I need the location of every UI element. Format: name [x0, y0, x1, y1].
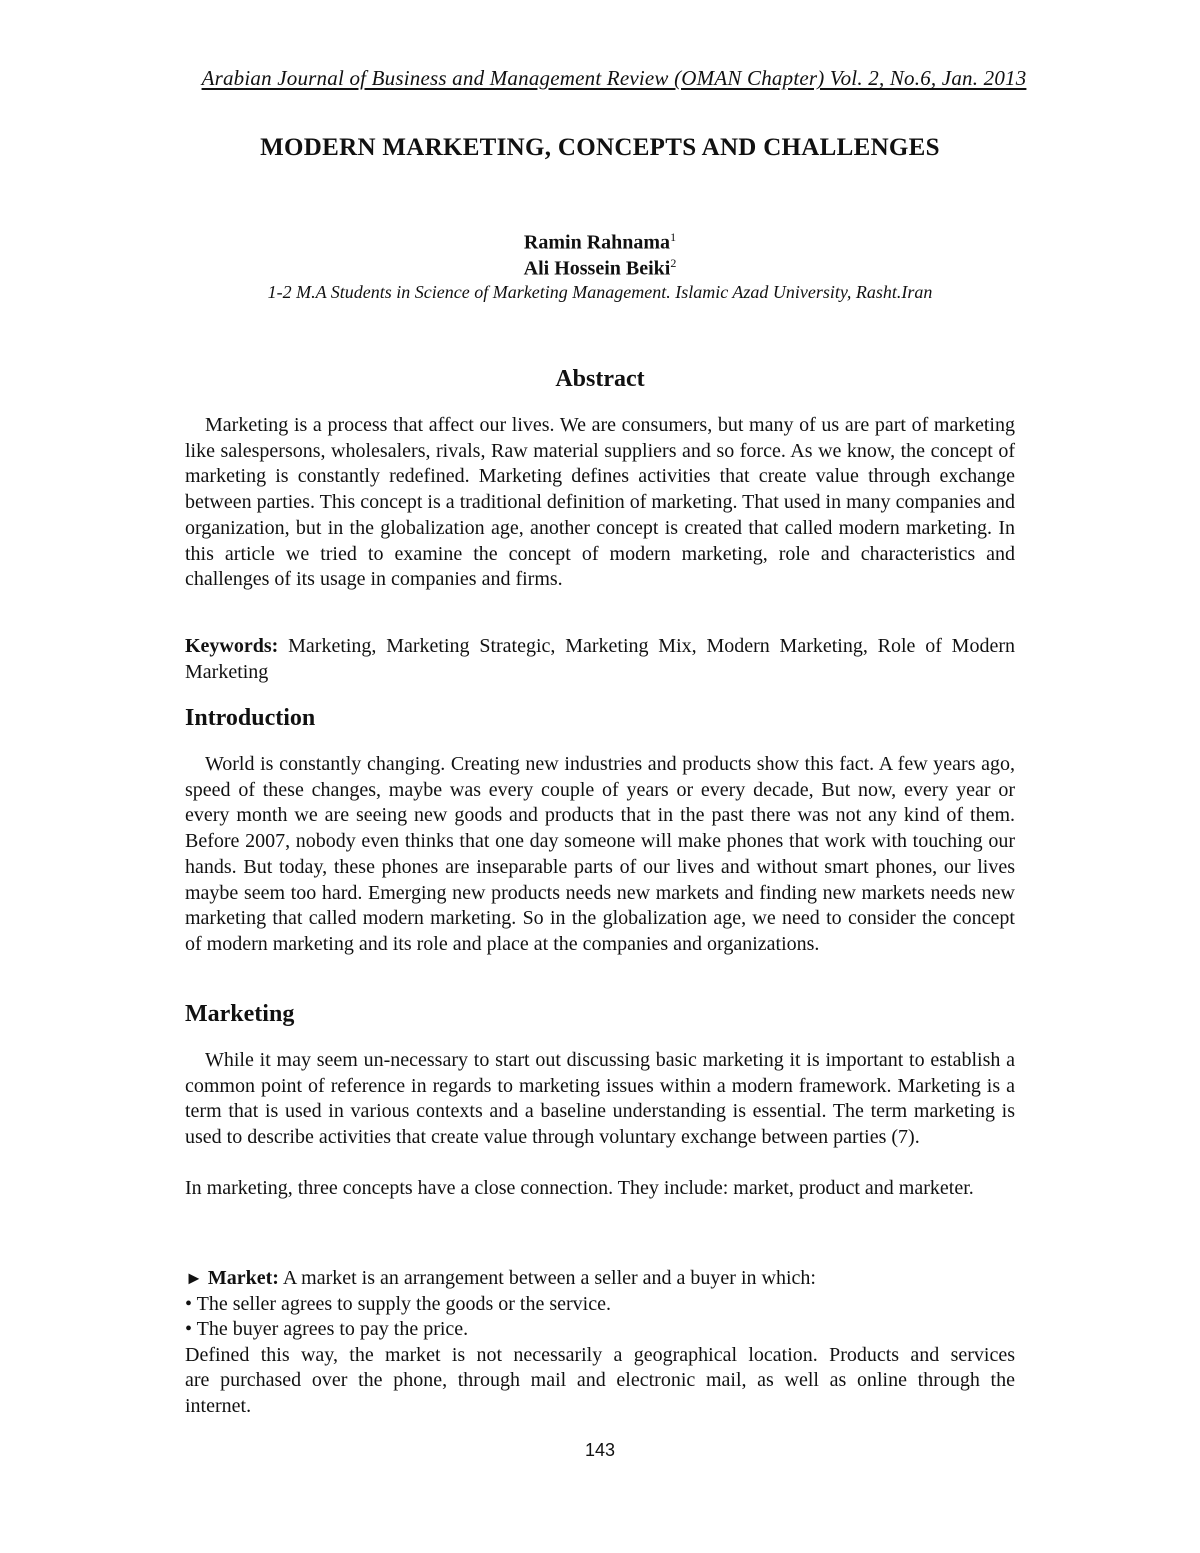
author-1: [0, 230, 1200, 255]
author-name: Ramin Rahnama: [523, 231, 671, 254]
author-affiliation-mark: 2: [670, 256, 677, 270]
author-affiliation-mark: 1: [670, 230, 677, 244]
introduction-heading: Introduction: [185, 705, 316, 731]
marketing-text-2: In marketing, three concepts have a close connection. They include: market, product and marketer.: [185, 1177, 974, 1199]
author-affiliation: 1-2 M.A Students in Science of Marketing Management. Islamic Azad University, Rasht.Iran: [267, 282, 933, 302]
market-definition: [185, 1266, 1015, 1419]
journal-header: Arabian Journal of Business and Management Review (OMAN Chapter) Vol. 2, No.6, Jan. 2013: [201, 66, 1027, 90]
abstract-text: Marketing is a process that affect our lives. We are consumers, but many of us are part of marketing like salespersons, wholesalers, rivals, Raw material suppliers and so force. As we know, the concept of marketing is constantly redefined. Marketing defines activities that create value through exchange between parties. This concept is a traditional definition of marketing. That used in many companies and organization, but in the globalization age, another concept is created that called modern marketing. In this article we tried to examine the concept of modern marketing, role and characteristics and challenges of its usage in companies and firms.: [185, 414, 1015, 591]
paper-title: MODERN MARKETING, CONCEPTS AND CHALLENGES: [260, 134, 940, 161]
market-body-line: are purchased over the phone, through mail and electronic mail, as well as online through the: [185, 1369, 1015, 1391]
marketing-text: While it may seem un-necessary to start out discussing basic marketing it is important to establish a common point of reference in regards to marketing issues within a modern framework. Marketing is a term that is used in various contexts and a baseline understanding is essential. The term marketing is used to describe activities that create value through voluntary exchange between parties (7).: [185, 1049, 1015, 1149]
keywords-text: Marketing, Marketing Strategic, Marketing Mix, Modern Marketing, Role of Modern Marketing: [185, 635, 1015, 683]
introduction-text: World is constantly changing. Creating new industries and products show this fact. A few years ago, speed of these changes, maybe was every couple of years or every decade, But now, every year or every month we are seeing new goods and products that in the past there was not any kind of them. Before 2007, nobody even thinks that one day someone will make phones that work with touching our hands. But today, these phones are inseparable parts of our lives and without smart phones, our lives maybe seem too hard. Emerging new products needs new markets and finding new markets needs new marketing that called modern marketing. So in the globalization age, we need to consider the concept of modern marketing and its role and place at the companies and organizations.: [185, 753, 1015, 955]
page-number: 143: [584, 1440, 616, 1460]
market-intro-line: [185, 1266, 1015, 1292]
author-2: [0, 256, 1200, 281]
list-item: • The buyer agrees to pay the price.: [185, 1318, 469, 1340]
author-name: Ali Hossein Beiki: [523, 257, 671, 280]
list-item: • The seller agrees to supply the goods or the service.: [185, 1292, 611, 1315]
keywords-paragraph: [185, 634, 1015, 685]
triangle-bullet-icon: ►: [185, 1268, 203, 1288]
keywords-label: Keywords:: [185, 635, 279, 657]
market-intro: A market is an arrangement between a seller and a buyer in which:: [282, 1267, 816, 1289]
market-body-line: Defined this way, the market is not necessarily a geographical location. Products and services: [185, 1343, 1015, 1366]
market-body-line: internet.: [185, 1394, 252, 1417]
abstract-heading: Abstract: [555, 366, 645, 392]
market-label: Market:: [207, 1267, 279, 1289]
marketing-heading: Marketing: [185, 1001, 295, 1027]
